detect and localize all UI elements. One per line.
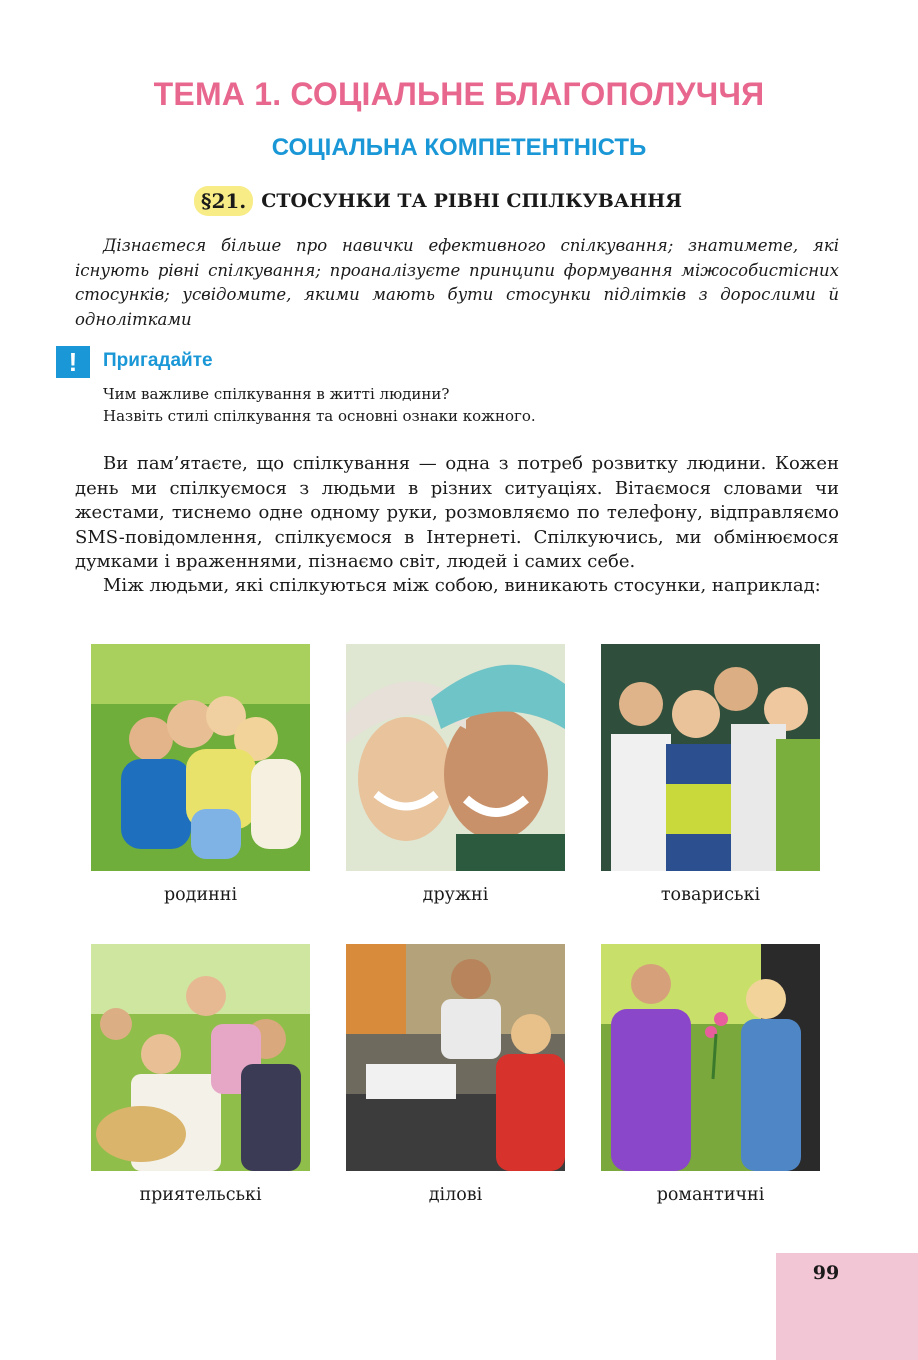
body-paragraph-2: Між людьми, які спілкуються між собою, виникають стосунки, наприклад:: [103, 575, 821, 596]
body-paragraph-1: Ви пам’ятаєте, що спілкування — одна з потреб розвитку людини. Кожен день ми спілкуємося з людьми в різних ситуаціях. Вітаємося словами чи жестами, тиснемо одне одному руки, розмовляємо по телефону, відправляємо SMS-повідомлення, спілкуємося в Інтернеті. Спілкуючись, ми обмінюємося думками і враженнями, пізнаємо світ, людей і самих себе.: [75, 453, 839, 572]
page-number-tab: [776, 1253, 918, 1360]
photo-friends-image: [346, 644, 565, 871]
remember-title: Пригадайте: [103, 350, 213, 371]
photo-companions: [91, 944, 310, 1171]
remember-question-1: Чим важливе спілкування в житті людини?: [103, 385, 450, 403]
exclamation-icon: !: [56, 346, 90, 378]
section-number-badge: §21.: [194, 186, 253, 216]
caption-romantic: романтичні: [656, 1185, 765, 1205]
photo-companions-image: [91, 944, 310, 1171]
caption-companions: приятельські: [139, 1185, 262, 1205]
section-title: СТОСУНКИ ТА РІВНІ СПІЛКУВАННЯ: [261, 190, 682, 212]
caption-business: ділові: [428, 1185, 483, 1205]
photo-romantic: [601, 944, 820, 1171]
photo-classmates-image: [601, 644, 820, 871]
photo-business: [346, 944, 565, 1171]
caption-friends: дружні: [422, 885, 489, 905]
page-number: 99: [812, 1262, 840, 1284]
caption-family: родинні: [163, 885, 238, 905]
topic-title: ТЕМА 1. СОЦІАЛЬНЕ БЛАГОПОЛУЧЧЯ: [153, 76, 765, 112]
photo-classmates: [601, 644, 820, 871]
caption-classmates: товариські: [660, 885, 761, 905]
photo-romantic-image: [601, 944, 820, 1171]
subtopic-title: СОЦІАЛЬНА КОМПЕТЕНТНІСТЬ: [271, 134, 647, 161]
photo-business-image: [346, 944, 565, 1171]
section-intro: Дізнаєтеся більше про навички ефективного спілкування; знатимете, які існують рівні спілкування; проаналізуєте принципи формування міжособистісних стосунків; усвідомите, якими мають бути стосунки підлітків з дорослими й однолітками: [75, 236, 839, 329]
photo-friends: [346, 644, 565, 871]
photo-family: [91, 644, 310, 871]
remember-question-2: Назвіть стилі спілкування та основні ознаки кожного.: [103, 407, 536, 425]
section-heading: [194, 186, 682, 216]
photo-family-image: [91, 644, 310, 871]
